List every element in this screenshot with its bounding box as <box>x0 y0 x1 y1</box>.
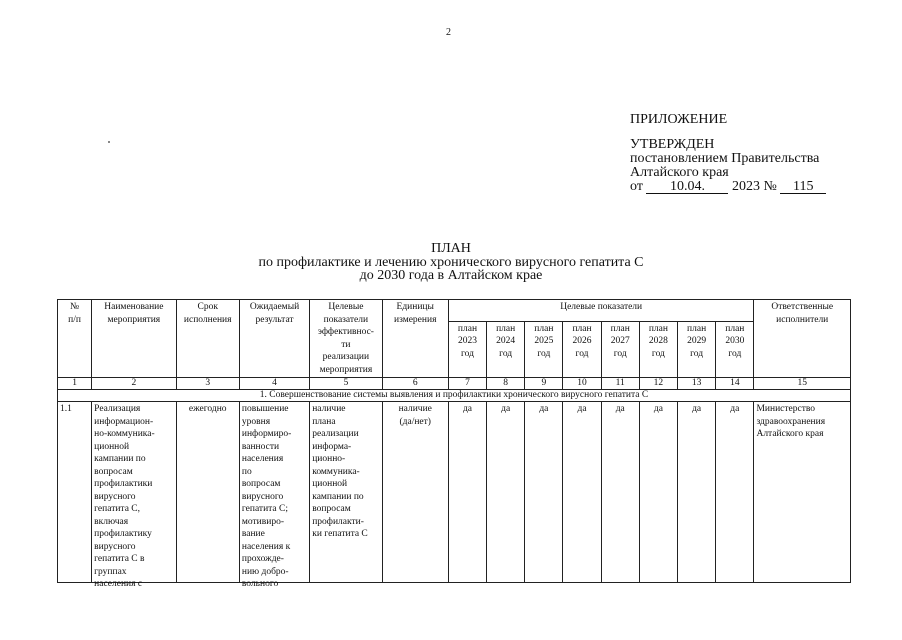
header-year-2026: план 2026 год <box>563 321 601 377</box>
from-label: от <box>630 179 643 194</box>
header-year-2028: план 2028 год <box>639 321 677 377</box>
row-value-2023: да <box>448 402 486 583</box>
column-number: 15 <box>754 378 851 390</box>
approval-number: 115 <box>780 181 826 194</box>
row-responsible: Министерство здравоохранения Алтайского края <box>754 402 851 583</box>
plan-table <box>57 299 851 589</box>
row-name: Реализация информацион- но-коммуника- ционной кампании по вопросам профилактики вирусного гепатита С, включая профилактику вирусного гепатита С в группах населения с <box>92 402 176 583</box>
row-value-2030: да <box>716 402 754 583</box>
header-year-2025: план 2025 год <box>525 321 563 377</box>
header-num: № п/п <box>58 300 92 378</box>
column-number: 5 <box>310 378 382 390</box>
appendix-label: ПРИЛОЖЕНИЕ <box>630 112 728 127</box>
column-number: 3 <box>176 378 239 390</box>
row-value-2024: да <box>487 402 525 583</box>
header-responsible: Ответственные исполнители <box>754 300 851 378</box>
approval-year: 2023 № <box>731 179 777 194</box>
header-units: Единицы измерения <box>382 300 448 378</box>
section-title: 1. Совершенствование системы выявления и профилактики хронического вирусного гепатита С <box>58 390 851 402</box>
row-value-2025: да <box>525 402 563 583</box>
column-number: 12 <box>639 378 677 390</box>
row-indicator: наличие плана реализации информа- ционно- коммуника- ционной кампании по вопросам профилакти- ки гепатита С <box>310 402 382 583</box>
plan-subtitle-1: по профилактике и лечению хронического вирусного гепатита С <box>258 255 644 270</box>
row-term: ежегодно <box>176 402 239 583</box>
approval-line-2: Алтайского края <box>630 165 729 180</box>
column-number: 13 <box>678 378 716 390</box>
approval-block <box>630 138 826 194</box>
column-number: 4 <box>239 378 309 390</box>
approval-line-1: постановлением Правительства <box>630 151 820 166</box>
page-number: 2 <box>446 27 451 38</box>
column-number: 10 <box>563 378 601 390</box>
header-year-2029: план 2029 год <box>678 321 716 377</box>
header-result: Ожидаемый результат <box>239 300 309 378</box>
row-num: 1.1 <box>58 402 92 583</box>
approval-date-line <box>630 180 826 194</box>
section-row <box>58 390 851 402</box>
approval-date: 10.04. <box>646 181 728 194</box>
plan-subtitle-2: до 2030 года в Алтайском крае <box>359 268 543 283</box>
column-number: 7 <box>448 378 486 390</box>
row-value-2028: да <box>639 402 677 583</box>
row-value-2029: да <box>678 402 716 583</box>
header-year-2030: план 2030 год <box>716 321 754 377</box>
column-number: 14 <box>716 378 754 390</box>
row-units: наличие (да/нет) <box>382 402 448 583</box>
table-row <box>58 402 851 583</box>
header-targets: Целевые показатели <box>448 300 754 322</box>
approved-label: УТВЕРЖДЕН <box>630 137 715 152</box>
header-year-2024: план 2024 год <box>487 321 525 377</box>
column-numbers-row <box>58 378 851 390</box>
row-result: повышение уровня информиро- ванности населения по вопросам вирусного гепатита С; мотивиро- вание населения к прохожде- нию добро- вольного <box>239 402 309 583</box>
column-number: 2 <box>92 378 176 390</box>
plan-title: ПЛАН <box>431 241 471 256</box>
column-number: 8 <box>487 378 525 390</box>
column-number: 1 <box>58 378 92 390</box>
column-number: 11 <box>601 378 639 390</box>
header-indicators: Целевые показатели эффективнос- ти реализации мероприятия <box>310 300 382 378</box>
header-name: Наименование мероприятия <box>92 300 176 378</box>
column-number: 9 <box>525 378 563 390</box>
row-value-2026: да <box>563 402 601 583</box>
column-number: 6 <box>382 378 448 390</box>
row-value-2027: да <box>601 402 639 583</box>
scan-speck <box>108 141 110 143</box>
header-row <box>58 300 851 322</box>
header-term: Срок исполнения <box>176 300 239 378</box>
header-year-2027: план 2027 год <box>601 321 639 377</box>
header-year-2023: план 2023 год <box>448 321 486 377</box>
